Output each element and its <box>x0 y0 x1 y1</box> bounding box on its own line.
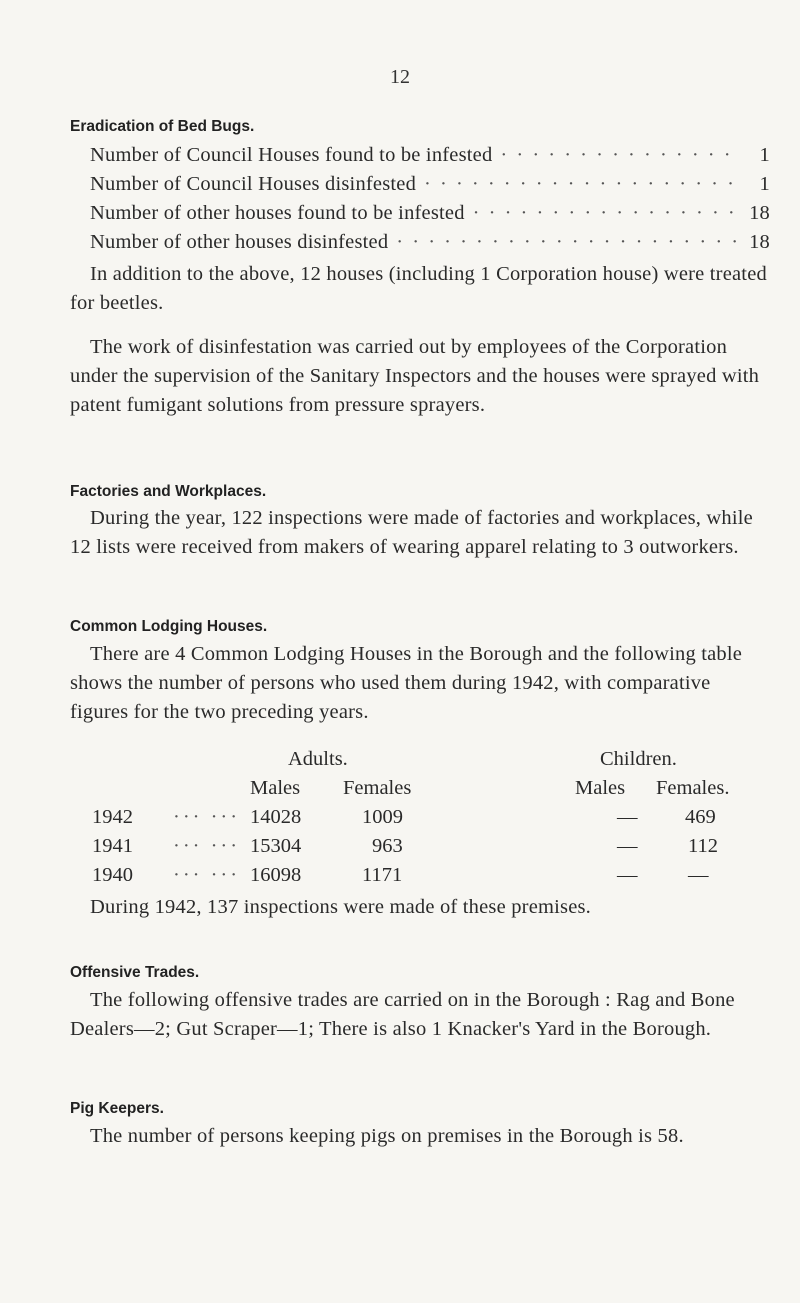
table-cell: 1171 <box>362 864 403 886</box>
table-column-header: Males <box>250 777 301 799</box>
table-column-header: Males <box>575 777 626 799</box>
table-cell: 469 <box>685 806 716 828</box>
lodging-heading: Common Lodging Houses. <box>70 618 268 635</box>
list-item <box>90 173 770 202</box>
beetles-paragraph: In addition to the above, 12 houses (including 1 Corporation house) were treated for beetles. <box>70 263 767 314</box>
pig-keepers-heading: Pig Keepers. <box>70 1100 164 1117</box>
factories-paragraph: During the year, 122 inspections were made of factories and workplaces, while 12 lists were received from makers of wearing apparel relating to 3 outworkers. <box>70 507 753 558</box>
page-number: 12 <box>390 66 410 88</box>
row-label: Number of Council Houses found to be infested <box>90 144 493 166</box>
dot-leader: ··· ··· <box>173 835 241 857</box>
list-item <box>90 144 770 173</box>
table-cell-year: 1940 <box>92 864 133 886</box>
offensive-trades-paragraph: The following offensive trades are carried on in the Borough : Rag and Bone Dealers—2; Gut Scraper—1; There is also 1 Knacker's Yard in the Borough. <box>70 989 735 1040</box>
table-cell: — <box>617 835 638 857</box>
dot-leader: ··· ··· <box>173 864 241 886</box>
bed-bugs-heading: Eradication of Bed Bugs. <box>70 118 255 135</box>
row-value: 18 <box>749 202 770 224</box>
table-cell: 15304 <box>250 835 302 857</box>
table-cell: — <box>688 864 709 886</box>
lodging-paragraph: There are 4 Common Lodging Houses in the Borough and the following table shows the number of persons who used them during 1942, with comparative figures for the two preceding years. <box>70 643 743 723</box>
dot-leader: ··· ··· <box>173 806 241 828</box>
table-column-header: Females. <box>656 777 730 799</box>
row-value: 18 <box>749 231 770 253</box>
table-cell: 963 <box>372 835 403 857</box>
row-value: 1 <box>759 173 770 195</box>
disinfestation-paragraph: The work of disinfestation was carried out by employees of the Corporation under the supervision of the Sanitary Inspectors and the houses were sprayed with patent fumigant solutions from pressure sprayers. <box>70 336 760 416</box>
dot-leader <box>424 173 738 196</box>
pig-keepers-paragraph: The number of persons keeping pigs on premises in the Borough is 58. <box>90 1125 684 1147</box>
table-group-header: Adults. <box>288 748 348 770</box>
row-label: Number of other houses found to be infested <box>90 202 465 224</box>
list-item <box>90 202 770 231</box>
row-value: 1 <box>759 144 770 166</box>
table-cell-year: 1941 <box>92 835 133 857</box>
factories-heading: Factories and Workplaces. <box>70 483 267 500</box>
table-cell: — <box>617 806 638 828</box>
table-cell: 14028 <box>250 806 302 828</box>
offensive-trades-heading: Offensive Trades. <box>70 964 200 981</box>
table-group-header: Children. <box>600 748 677 770</box>
table-column-header: Females <box>343 777 412 799</box>
row-label: Number of other houses disinfested <box>90 231 389 253</box>
row-label: Number of Council Houses disinfested <box>90 173 417 195</box>
table-cell: 16098 <box>250 864 302 886</box>
inspections-paragraph: During 1942, 137 inspections were made of these premises. <box>90 896 592 918</box>
dot-leader <box>500 144 738 167</box>
dot-leader <box>473 202 738 225</box>
list-item <box>90 231 770 260</box>
table-cell: — <box>617 864 638 886</box>
table-cell-year: 1942 <box>92 806 133 828</box>
dot-leader <box>396 231 738 254</box>
table-cell: 1009 <box>362 806 403 828</box>
table-cell: 112 <box>688 835 718 857</box>
